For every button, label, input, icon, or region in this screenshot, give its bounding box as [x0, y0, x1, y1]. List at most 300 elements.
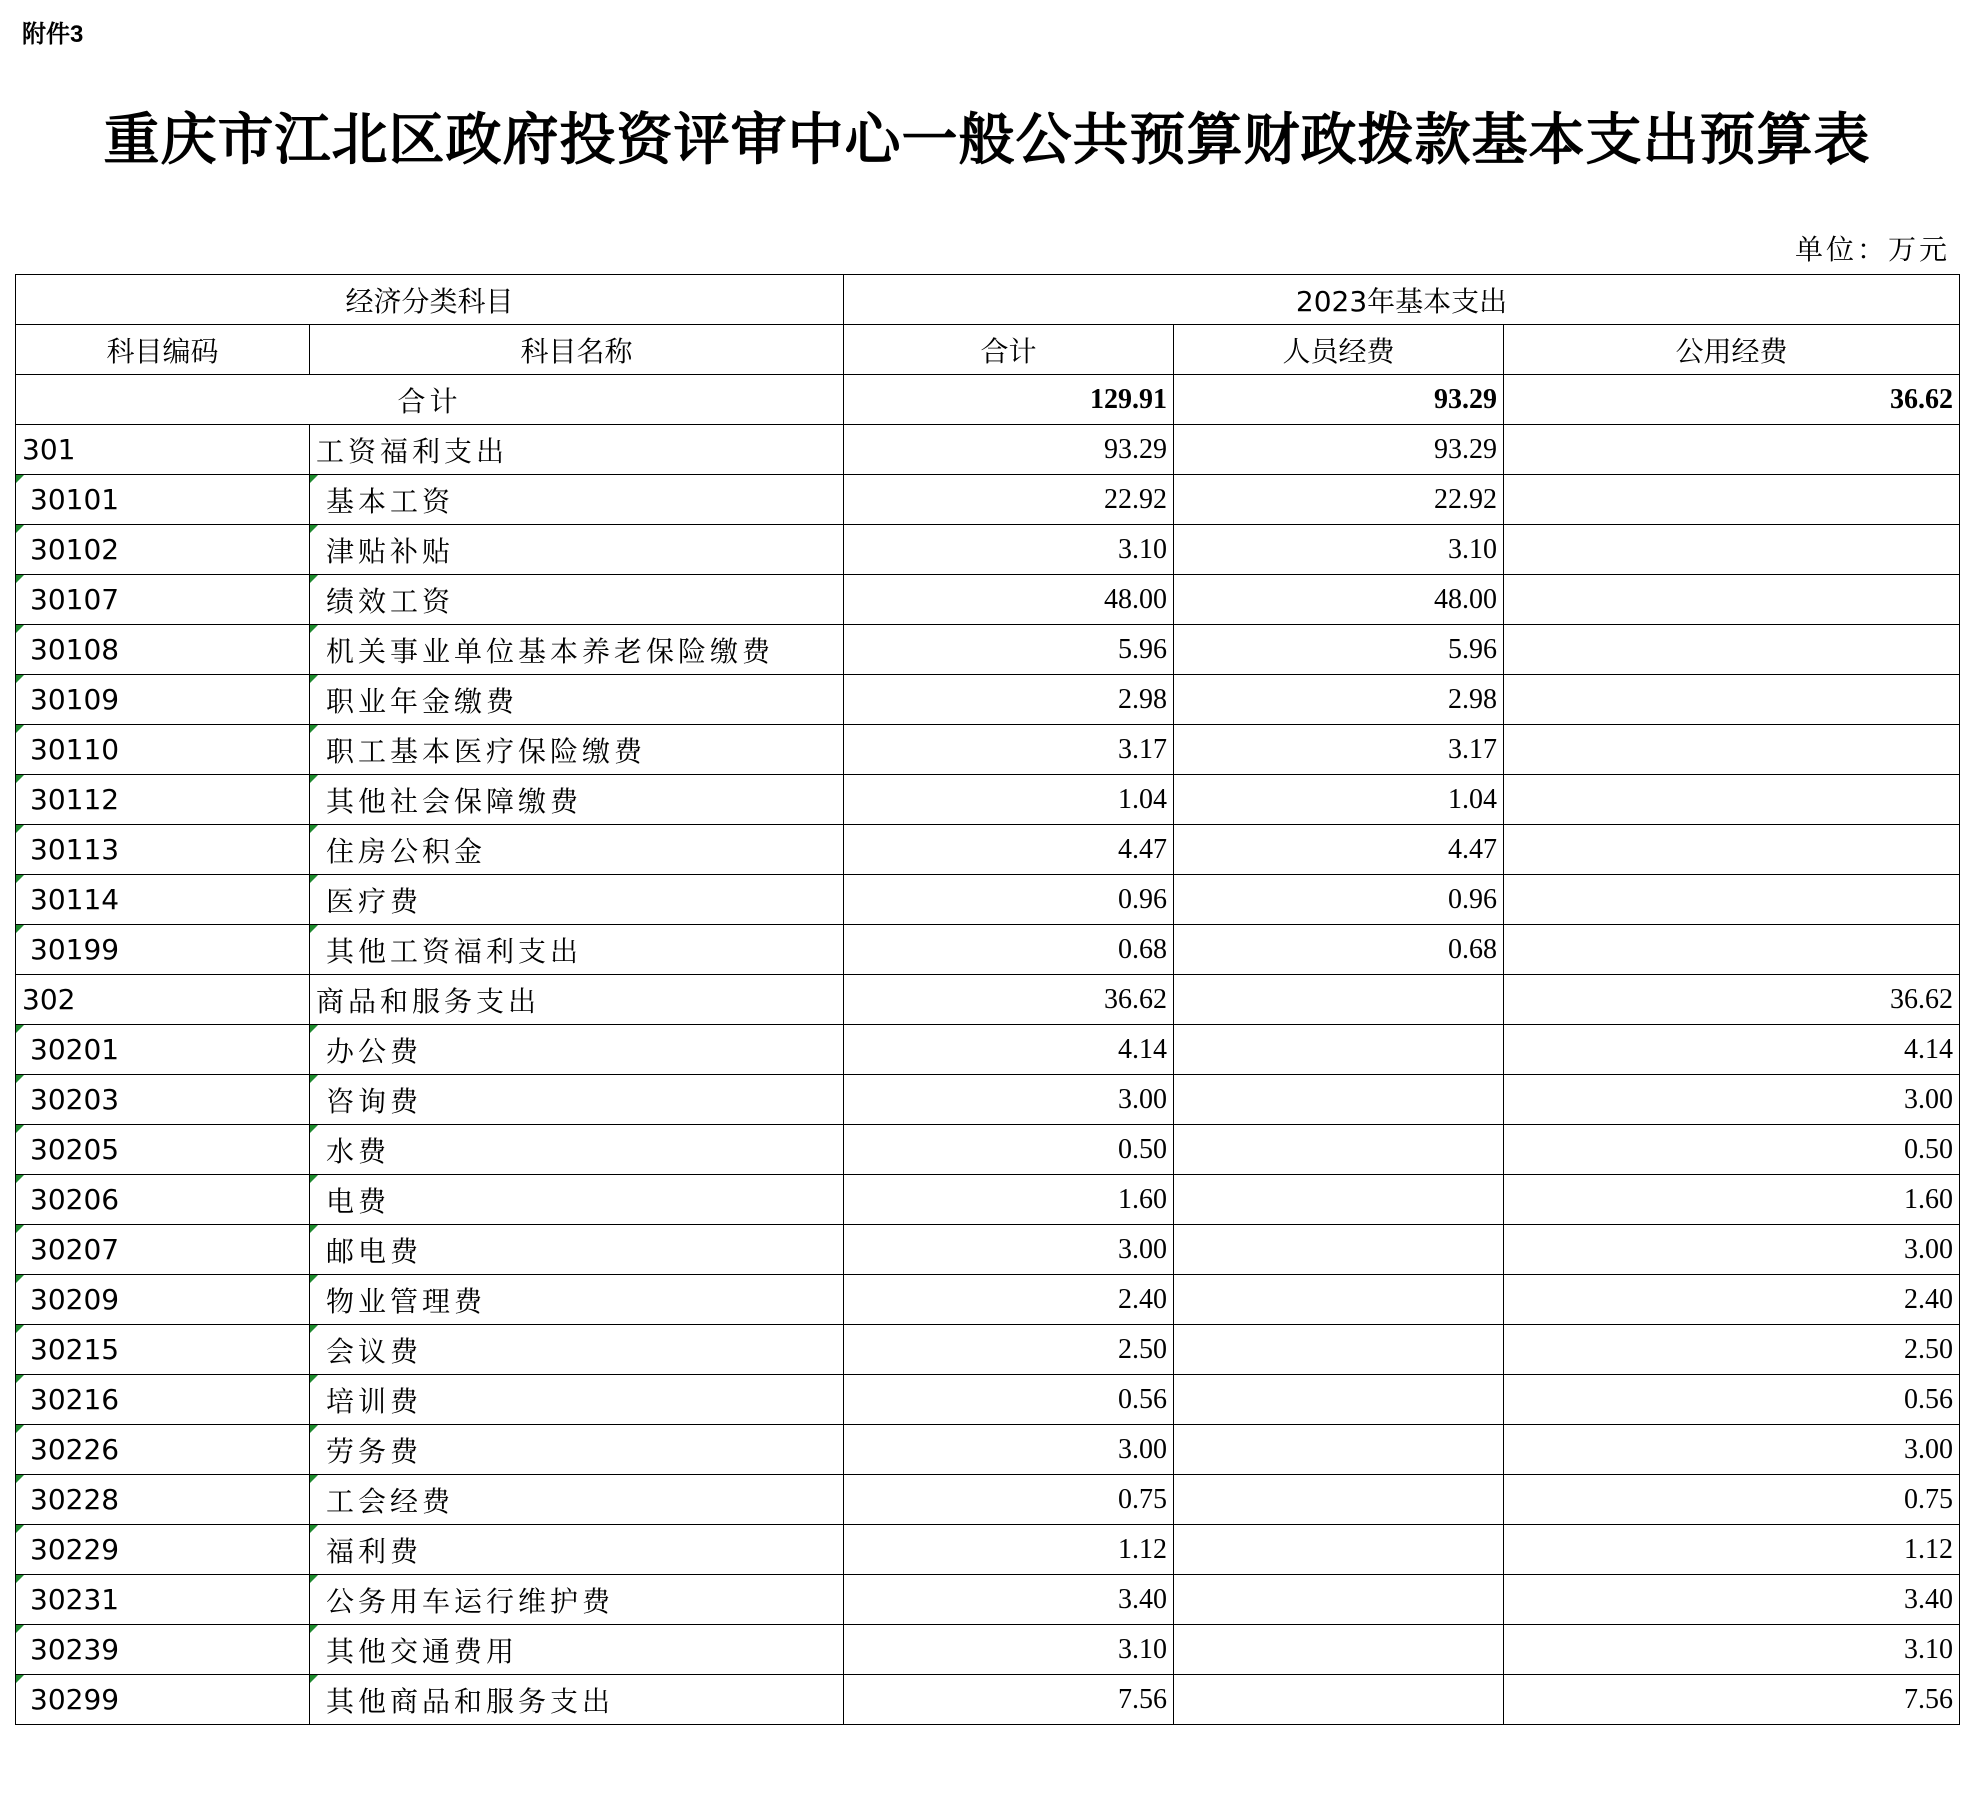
row-personnel [1174, 475, 1504, 525]
row-public [1504, 1475, 1960, 1525]
row-total [844, 1375, 1174, 1425]
row-name-text: 电费 [326, 1184, 391, 1218]
row-name [310, 825, 844, 875]
row-total [844, 1275, 1174, 1325]
row-total-text: 48.00 [1104, 583, 1168, 615]
row-total-text: 0.75 [1118, 1483, 1168, 1515]
row-code-text: 30203 [30, 1083, 120, 1116]
row-name-text: 其他商品和服务支出 [326, 1684, 615, 1718]
row-public [1504, 1025, 1960, 1075]
row-total [844, 1325, 1174, 1375]
cell-comment-marker-icon [310, 775, 318, 783]
row-personnel-text: 3.17 [1448, 733, 1498, 765]
row-code [16, 1275, 310, 1325]
row-total [844, 1525, 1174, 1575]
cell-comment-marker-icon [310, 825, 318, 833]
row-total [844, 1475, 1174, 1525]
row-personnel [1174, 1525, 1504, 1575]
row-personnel [1174, 1275, 1504, 1325]
table-row [16, 1375, 1960, 1425]
row-name-text: 其他交通费用 [326, 1634, 519, 1668]
cell-comment-marker-icon [310, 1325, 318, 1333]
cell-comment-marker-icon [16, 1375, 24, 1383]
row-personnel [1174, 1075, 1504, 1125]
row-name-text: 职工基本医疗保险缴费 [326, 734, 647, 768]
cell-comment-marker-icon [310, 1025, 318, 1033]
row-public [1504, 975, 1960, 1025]
row-total [844, 1425, 1174, 1475]
row-public [1504, 525, 1960, 575]
row-personnel [1174, 875, 1504, 925]
row-public [1504, 1375, 1960, 1425]
row-public-text: 4.14 [1904, 1033, 1954, 1065]
row-code-text: 30205 [30, 1133, 120, 1166]
row-personnel-text: 22.92 [1434, 483, 1498, 515]
row-code [16, 1575, 310, 1625]
cell-comment-marker-icon [310, 925, 318, 933]
row-code [16, 1675, 310, 1725]
row-personnel-text: 48.00 [1434, 583, 1498, 615]
row-code [16, 525, 310, 575]
row-total-text: 93.29 [1104, 433, 1168, 465]
cell-comment-marker-icon [16, 625, 24, 633]
row-total [844, 1575, 1174, 1625]
row-total [844, 625, 1174, 675]
row-public [1504, 875, 1960, 925]
row-code [16, 925, 310, 975]
row-public [1504, 725, 1960, 775]
cell-comment-marker-icon [310, 1425, 318, 1433]
row-total-text: 3.10 [1118, 1633, 1168, 1665]
row-code [16, 1175, 310, 1225]
row-code-text: 30110 [30, 733, 120, 766]
row-code [16, 1375, 310, 1425]
row-personnel-text: 93.29 [1434, 433, 1498, 465]
cell-comment-marker-icon [16, 1325, 24, 1333]
row-personnel [1174, 525, 1504, 575]
header-code: 科目编码 [16, 325, 310, 375]
row-public [1504, 1275, 1960, 1325]
row-total [844, 1075, 1174, 1125]
row-total [844, 725, 1174, 775]
row-name [310, 1625, 844, 1675]
row-total [844, 825, 1174, 875]
cell-comment-marker-icon [310, 475, 318, 483]
row-name-text: 商品和服务支出 [316, 984, 541, 1018]
cell-comment-marker-icon [310, 875, 318, 883]
header-basic-expenditure-2023: 2023年基本支出 [844, 275, 1960, 325]
row-personnel [1174, 1475, 1504, 1525]
row-name [310, 1075, 844, 1125]
row-total-text: 0.68 [1118, 933, 1168, 965]
row-name [310, 725, 844, 775]
row-public [1504, 1225, 1960, 1275]
row-total-text: 3.00 [1118, 1433, 1168, 1465]
cell-comment-marker-icon [310, 1225, 318, 1233]
table-row [16, 725, 1960, 775]
table-row [16, 1125, 1960, 1175]
row-personnel [1174, 775, 1504, 825]
table-row [16, 1075, 1960, 1125]
cell-comment-marker-icon [16, 525, 24, 533]
cell-comment-marker-icon [310, 1525, 318, 1533]
row-total [844, 975, 1174, 1025]
header-public: 公用经费 [1504, 325, 1960, 375]
cell-comment-marker-icon [16, 1175, 24, 1183]
row-code-text: 30113 [30, 833, 120, 866]
row-personnel [1174, 975, 1504, 1025]
row-total [844, 525, 1174, 575]
row-public-text: 2.40 [1904, 1283, 1954, 1315]
row-name-text: 津贴补贴 [326, 534, 455, 568]
row-personnel [1174, 725, 1504, 775]
row-name-text: 公务用车运行维护费 [326, 1584, 615, 1618]
cell-comment-marker-icon [310, 625, 318, 633]
row-total [844, 1025, 1174, 1075]
row-personnel [1174, 1625, 1504, 1675]
row-name-text: 机关事业单位基本养老保险缴费 [326, 634, 775, 668]
row-name-text: 咨询费 [326, 1084, 423, 1118]
header-group-row [16, 275, 1960, 325]
row-personnel [1174, 1225, 1504, 1275]
row-total [844, 1625, 1174, 1675]
table-row [16, 875, 1960, 925]
row-public [1504, 475, 1960, 525]
row-public-text: 1.60 [1904, 1183, 1954, 1215]
row-code-text: 30114 [30, 883, 120, 916]
row-name [310, 1375, 844, 1425]
row-total-text: 4.47 [1118, 833, 1168, 865]
row-total-text: 3.10 [1118, 533, 1168, 565]
cell-comment-marker-icon [16, 875, 24, 883]
row-name-text: 会议费 [326, 1334, 423, 1368]
row-total-text: 0.56 [1118, 1383, 1168, 1415]
row-total-text: 3.17 [1118, 733, 1168, 765]
row-total-text: 3.40 [1118, 1583, 1168, 1615]
row-name-text: 工会经费 [326, 1484, 455, 1518]
row-name [310, 1125, 844, 1175]
row-total [844, 425, 1174, 475]
row-public [1504, 1575, 1960, 1625]
cell-comment-marker-icon [310, 725, 318, 733]
row-personnel [1174, 825, 1504, 875]
cell-comment-marker-icon [16, 725, 24, 733]
row-code-text: 30215 [30, 1333, 120, 1366]
row-name [310, 1025, 844, 1075]
row-code-text: 30228 [30, 1483, 120, 1516]
cell-comment-marker-icon [16, 1525, 24, 1533]
row-personnel [1174, 1175, 1504, 1225]
row-personnel [1174, 1425, 1504, 1475]
row-name [310, 675, 844, 725]
table-row [16, 625, 1960, 675]
row-name [310, 1325, 844, 1375]
table-row [16, 925, 1960, 975]
cell-comment-marker-icon [16, 1075, 24, 1083]
row-personnel [1174, 1675, 1504, 1725]
row-code [16, 1125, 310, 1175]
cell-comment-marker-icon [310, 1475, 318, 1483]
row-personnel-text: 3.10 [1448, 533, 1498, 565]
row-public [1504, 1075, 1960, 1125]
row-code [16, 725, 310, 775]
row-personnel-text: 1.04 [1448, 783, 1498, 815]
row-code [16, 1075, 310, 1125]
row-name [310, 1475, 844, 1525]
row-personnel [1174, 675, 1504, 725]
row-code [16, 875, 310, 925]
row-personnel [1174, 1375, 1504, 1425]
row-public [1504, 825, 1960, 875]
row-personnel [1174, 1025, 1504, 1075]
cell-comment-marker-icon [310, 1625, 318, 1633]
row-public-text: 3.10 [1904, 1633, 1954, 1665]
budget-table [15, 274, 1960, 1725]
row-name-text: 培训费 [326, 1384, 423, 1418]
row-public [1504, 675, 1960, 725]
row-name [310, 425, 844, 475]
table-row [16, 1575, 1960, 1625]
row-code [16, 775, 310, 825]
row-code-text: 30206 [30, 1183, 120, 1216]
row-total-text: 1.12 [1118, 1533, 1168, 1565]
row-personnel [1174, 1125, 1504, 1175]
row-public [1504, 1425, 1960, 1475]
cell-comment-marker-icon [16, 475, 24, 483]
row-code [16, 975, 310, 1025]
row-public-text: 0.75 [1904, 1483, 1954, 1515]
row-code-text: 30216 [30, 1383, 120, 1416]
row-public [1504, 1125, 1960, 1175]
cell-comment-marker-icon [16, 1025, 24, 1033]
total-row [16, 375, 1960, 425]
row-name-text: 福利费 [326, 1534, 423, 1568]
table-row [16, 975, 1960, 1025]
table-row [16, 1525, 1960, 1575]
row-public-text: 3.00 [1904, 1433, 1954, 1465]
row-total-text: 5.96 [1118, 633, 1168, 665]
cell-comment-marker-icon [310, 1675, 318, 1683]
row-name-text: 职业年金缴费 [326, 684, 519, 718]
row-public-text: 3.00 [1904, 1233, 1954, 1265]
row-code-text: 30231 [30, 1583, 120, 1616]
row-total [844, 775, 1174, 825]
row-code [16, 1475, 310, 1525]
row-code-text: 30107 [30, 583, 120, 616]
row-code-text: 30207 [30, 1233, 120, 1266]
row-name [310, 525, 844, 575]
row-code-text: 301 [22, 433, 76, 466]
attachment-label: 附件3 [22, 21, 84, 48]
row-name-text: 工资福利支出 [316, 434, 509, 468]
row-personnel-text: 0.68 [1448, 933, 1498, 965]
row-name [310, 625, 844, 675]
cell-comment-marker-icon [16, 825, 24, 833]
row-code [16, 1325, 310, 1375]
row-code-text: 30112 [30, 783, 120, 816]
total-label: 合计 [16, 375, 844, 425]
row-public-text: 3.40 [1904, 1583, 1954, 1615]
row-name-text: 水费 [326, 1134, 391, 1168]
row-code-text: 30108 [30, 633, 120, 666]
row-total-text: 2.98 [1118, 683, 1168, 715]
table-row [16, 425, 1960, 475]
table-row [16, 1675, 1960, 1725]
row-code-text: 30229 [30, 1533, 120, 1566]
row-public-text: 7.56 [1904, 1683, 1954, 1715]
table-row [16, 1425, 1960, 1475]
table-row [16, 575, 1960, 625]
cell-comment-marker-icon [16, 1125, 24, 1133]
row-total [844, 925, 1174, 975]
row-personnel [1174, 425, 1504, 475]
row-public [1504, 1675, 1960, 1725]
row-code [16, 675, 310, 725]
table-row [16, 825, 1960, 875]
cell-comment-marker-icon [310, 1575, 318, 1583]
cell-comment-marker-icon [16, 925, 24, 933]
cell-comment-marker-icon [310, 1275, 318, 1283]
row-total-text: 1.04 [1118, 783, 1168, 815]
row-public-text: 3.00 [1904, 1083, 1954, 1115]
row-code-text: 302 [22, 983, 76, 1016]
row-personnel-text: 0.96 [1448, 883, 1498, 915]
table-row [16, 1025, 1960, 1075]
row-code [16, 625, 310, 675]
row-name [310, 1575, 844, 1625]
row-public [1504, 625, 1960, 675]
table-row [16, 1175, 1960, 1225]
row-code [16, 1425, 310, 1475]
row-total [844, 475, 1174, 525]
row-code-text: 30101 [30, 483, 120, 516]
cell-comment-marker-icon [16, 1425, 24, 1433]
row-personnel-text: 5.96 [1448, 633, 1498, 665]
row-code-text: 30226 [30, 1433, 120, 1466]
unit-label: 单位：万元 [1794, 233, 1950, 266]
row-code [16, 575, 310, 625]
total-sum: 129.91 [844, 375, 1174, 425]
row-name-text: 其他工资福利支出 [326, 934, 583, 968]
row-total [844, 575, 1174, 625]
cell-comment-marker-icon [310, 1175, 318, 1183]
row-name-text: 其他社会保障缴费 [326, 784, 583, 818]
row-personnel [1174, 575, 1504, 625]
row-public [1504, 1525, 1960, 1575]
row-name [310, 1175, 844, 1225]
cell-comment-marker-icon [16, 675, 24, 683]
row-name [310, 975, 844, 1025]
row-code-text: 30239 [30, 1633, 120, 1666]
total-personnel: 93.29 [1174, 375, 1504, 425]
row-name [310, 775, 844, 825]
row-public [1504, 1175, 1960, 1225]
row-personnel [1174, 625, 1504, 675]
row-code [16, 475, 310, 525]
row-public-text: 0.56 [1904, 1383, 1954, 1415]
row-name [310, 925, 844, 975]
cell-comment-marker-icon [310, 1075, 318, 1083]
row-name-text: 医疗费 [326, 884, 423, 918]
row-name [310, 575, 844, 625]
cell-comment-marker-icon [16, 1475, 24, 1483]
row-personnel [1174, 1575, 1504, 1625]
table-row [16, 1625, 1960, 1675]
row-total-text: 0.96 [1118, 883, 1168, 915]
row-code [16, 825, 310, 875]
row-name-text: 办公费 [326, 1034, 423, 1068]
row-personnel [1174, 1325, 1504, 1375]
row-name-text: 物业管理费 [326, 1284, 487, 1318]
table-row [16, 1475, 1960, 1525]
cell-comment-marker-icon [310, 1125, 318, 1133]
row-name-text: 基本工资 [326, 484, 455, 518]
cell-comment-marker-icon [16, 1275, 24, 1283]
table-row [16, 475, 1960, 525]
cell-comment-marker-icon [16, 1675, 24, 1683]
row-code [16, 1225, 310, 1275]
row-total-text: 2.50 [1118, 1333, 1168, 1365]
cell-comment-marker-icon [310, 525, 318, 533]
row-code [16, 1625, 310, 1675]
row-public [1504, 425, 1960, 475]
header-column-row [16, 325, 1960, 375]
row-public [1504, 925, 1960, 975]
row-name [310, 1275, 844, 1325]
row-total [844, 1675, 1174, 1725]
row-total-text: 2.40 [1118, 1283, 1168, 1315]
row-code-text: 30199 [30, 933, 120, 966]
page-title: 重庆市江北区政府投资评审中心一般公共预算财政拨款基本支出预算表 [103, 108, 1871, 173]
row-total-text: 0.50 [1118, 1133, 1168, 1165]
cell-comment-marker-icon [310, 1375, 318, 1383]
cell-comment-marker-icon [16, 1225, 24, 1233]
table-row [16, 1325, 1960, 1375]
row-name [310, 875, 844, 925]
table-row [16, 1225, 1960, 1275]
row-code-text: 30299 [30, 1683, 120, 1716]
row-name [310, 1425, 844, 1475]
header-personnel: 人员经费 [1174, 325, 1504, 375]
table-row [16, 775, 1960, 825]
row-name-text: 住房公积金 [326, 834, 487, 868]
row-total-text: 7.56 [1118, 1683, 1168, 1715]
row-code-text: 30102 [30, 533, 120, 566]
row-code-text: 30201 [30, 1033, 120, 1066]
row-public [1504, 1325, 1960, 1375]
row-code-text: 30109 [30, 683, 120, 716]
row-personnel-text: 4.47 [1448, 833, 1498, 865]
row-name [310, 1225, 844, 1275]
cell-comment-marker-icon [16, 1575, 24, 1583]
row-code [16, 425, 310, 475]
row-personnel-text: 2.98 [1448, 683, 1498, 715]
cell-comment-marker-icon [310, 675, 318, 683]
row-total-text: 3.00 [1118, 1233, 1168, 1265]
row-public [1504, 775, 1960, 825]
cell-comment-marker-icon [16, 575, 24, 583]
row-code [16, 1525, 310, 1575]
row-total-text: 1.60 [1118, 1183, 1168, 1215]
row-personnel [1174, 925, 1504, 975]
row-total [844, 875, 1174, 925]
header-name: 科目名称 [310, 325, 844, 375]
table-row [16, 1275, 1960, 1325]
header-total: 合计 [844, 325, 1174, 375]
row-name [310, 475, 844, 525]
row-public-text: 0.50 [1904, 1133, 1954, 1165]
row-total-text: 3.00 [1118, 1083, 1168, 1115]
